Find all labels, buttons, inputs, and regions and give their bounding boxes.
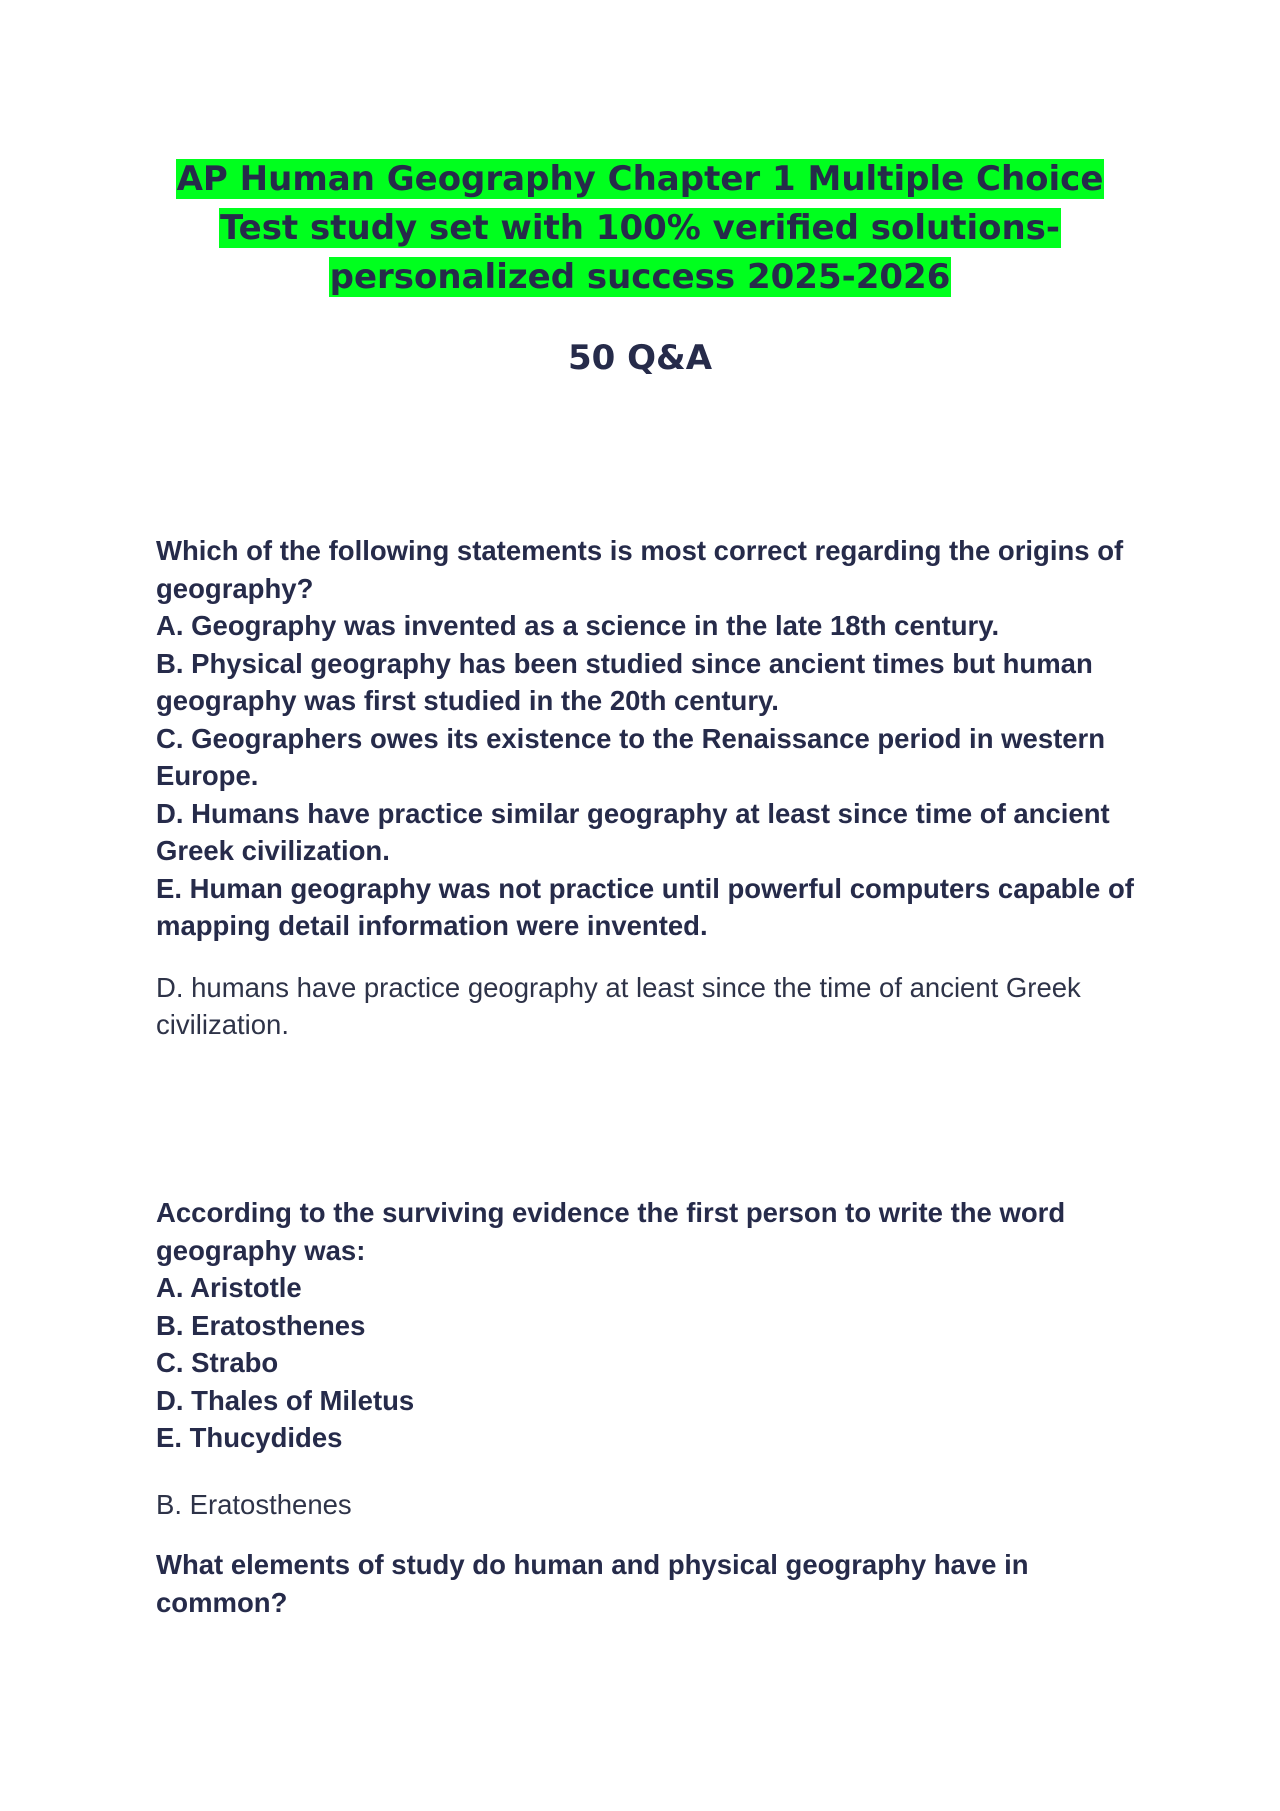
question-2-option-a: A. Aristotle [156,1272,302,1303]
question-2-answer: B. Eratosthenes [156,1489,352,1520]
question-2 [156,1194,1141,1457]
question-1 [156,532,1141,945]
question-1-option-b: B. Physical geography has been studied since ancient times but human geography was first studied in the 20th century. [156,647,1093,716]
question-1-answer: D. humans have practice geography at least since the time of ancient Greek civilization. [156,972,1081,1040]
question-3-prompt: What elements of study do human and physical geography have in common? [156,1549,1029,1618]
question-2-prompt: According to the surviving evidence the first person to write the word geography was: [156,1197,1066,1266]
question-2-option-d: D. Thales of Miletus [156,1384,415,1416]
question-2-option-e: E. Thucydides [156,1422,343,1453]
question-1-prompt: Which of the following statements is most correct regarding the origins of geography? [156,535,1124,604]
question-3 [156,1546,1141,1621]
question-1-option-c: C. Geographers owes its existence to the Renaissance period in western Europe. [156,722,1106,791]
question-2-option-b: B. Eratosthenes [156,1309,366,1341]
question-1-option-d: D. Humans have practice similar geography at least since time of ancient Greek civilization. [156,797,1110,866]
question-2-option-c: C. Strabo [156,1347,279,1378]
question-1-option-a: A. Geography was invented as a science in the late 18th century. [156,610,1000,641]
answer-block-2 [156,1487,1141,1524]
document-subtitle: 50 Q&A [567,338,713,378]
question-1-option-e: E. Human geography was not practice until powerful computers capable of mapping detail information were invented. [156,872,1134,941]
document-title [150,155,1130,302]
question-block-2 [156,1194,1141,1457]
answer-block-1 [156,970,1141,1043]
question-block-3 [156,1546,1141,1621]
question-block-1 [156,532,1141,945]
document-title-highlight: AP Human Geography Chapter 1 Multiple Choice Test study set with 100% verified solutions-personalized success 2025-2026 [176,159,1104,297]
